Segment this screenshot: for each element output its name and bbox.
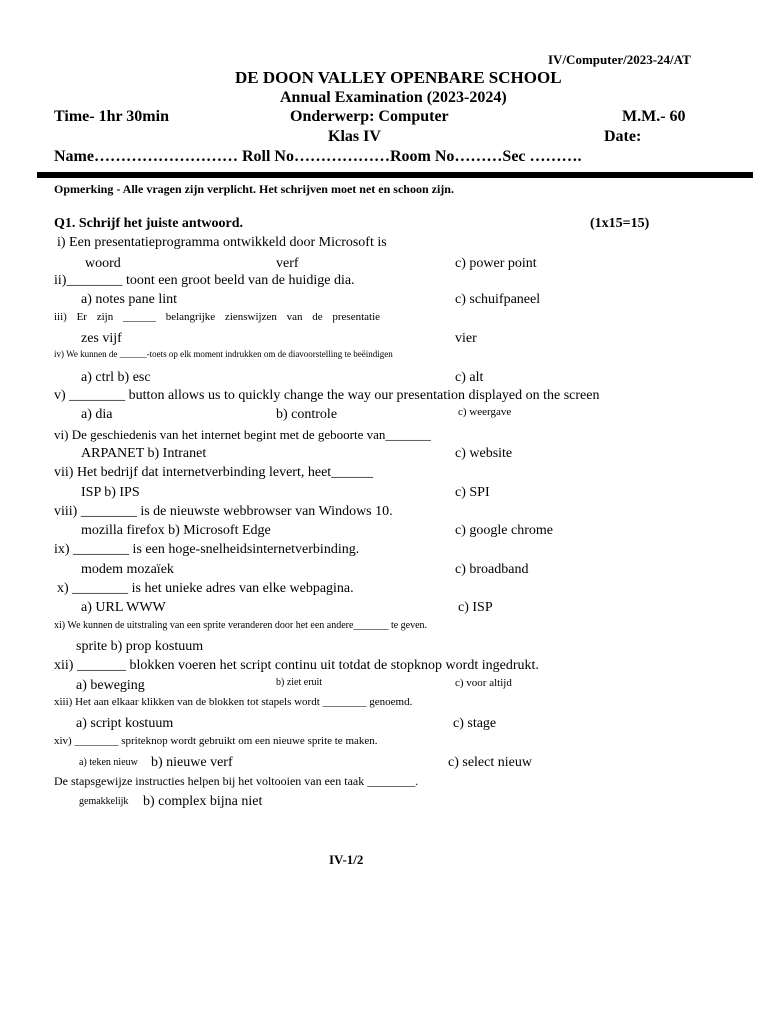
- question-2-option-c: c) schuifpaneel: [455, 292, 541, 307]
- school-name: DE DOON VALLEY OPENBARE SCHOOL: [235, 68, 562, 87]
- question-14-option-b: b) nieuwe verf: [151, 755, 233, 770]
- question-15-option-a: gemakkelijk: [79, 796, 129, 807]
- page-number: IV-1/2: [329, 852, 364, 867]
- question-8-option-c: c) google chrome: [455, 523, 553, 538]
- student-details-line: Name……………………… Roll No………………Room No………Sec ……….: [54, 148, 582, 165]
- date-label: Date:: [604, 128, 642, 145]
- question-12-option-c: c) voor altijd: [455, 677, 512, 689]
- exam-title: Annual Examination (2023-2024): [280, 89, 507, 106]
- question-12: xii) _______ blokken voeren het script continu uit totdat de stopknop wordt ingedrukt.: [54, 658, 539, 673]
- question-6-options-ab: ARPANET b) Intranet: [81, 446, 207, 461]
- question-5: v) ________ button allows us to quickly change the way our presentation displayed on the screen: [54, 388, 600, 403]
- question-4: iv) We kunnen de ______-toets op elk moment indrukken om de diavoorstelling te beëindigen: [54, 349, 393, 359]
- question-7: vii) Het bedrijf dat internetverbinding levert, heet______: [54, 465, 374, 480]
- question-1-option-c: c) power point: [455, 256, 537, 271]
- class-label: Klas IV: [328, 128, 381, 145]
- question-1-option-b: verf: [276, 256, 299, 271]
- question-8: viii) ________ is de nieuwste webbrowser van Windows 10.: [54, 504, 393, 519]
- max-marks: M.M.- 60: [622, 108, 686, 125]
- question-10-option-c: c) ISP: [458, 600, 493, 615]
- question-14-option-a: a) teken nieuw: [79, 757, 138, 768]
- question-15-option-b: b) complex bijna niet: [143, 794, 263, 809]
- question-15: De stapsgewijze instructies helpen bij het voltooien van een taak ________.: [54, 774, 419, 788]
- question-7-options-ab: ISP b) IPS: [81, 485, 140, 500]
- question-5-option-c: c) weergave: [458, 406, 512, 418]
- question-9-option-c: c) broadband: [455, 562, 529, 577]
- question-2-options-ab: a) notes pane lint: [81, 292, 178, 307]
- exam-time: Time- 1hr 30min: [54, 108, 169, 125]
- question-6-option-c: c) website: [455, 446, 513, 461]
- question-12-option-a: a) beweging: [76, 678, 145, 693]
- question-11: xi) We kunnen de uitstraling van een sprite veranderen door het een andere_______ te geven.: [54, 620, 428, 631]
- question-13: xiii) Het aan elkaar klikken van de blokken tot stapels wordt ________ genoemd.: [54, 696, 413, 708]
- question-4-options-ab: a) ctrl b) esc: [81, 370, 151, 385]
- question-14: xiv) ________ spriteknop wordt gebruikt om een nieuwe sprite te maken.: [54, 735, 378, 747]
- question-4-option-c: c) alt: [455, 370, 484, 385]
- question-13-option-c: c) stage: [453, 716, 497, 731]
- question-8-options-ab: mozilla firefox b) Microsoft Edge: [81, 523, 271, 538]
- question-5-option-a: a) dia: [81, 407, 113, 422]
- question-14-option-c: c) select nieuw: [448, 755, 532, 770]
- exam-subject: Onderwerp: Computer: [290, 108, 449, 125]
- question-13-options-ab: a) script kostuum: [76, 716, 174, 731]
- section-title: Q1. Schrijf het juiste antwoord.: [54, 216, 243, 231]
- paper-code: IV/Computer/2023-24/AT: [548, 52, 691, 67]
- question-7-option-c: c) SPI: [455, 485, 490, 500]
- question-11-options: sprite b) prop kostuum: [76, 639, 204, 654]
- header-divider: [37, 172, 753, 178]
- question-10-options-ab: a) URL WWW: [81, 600, 166, 615]
- question-5-option-b: b) controle: [276, 407, 338, 422]
- question-6: vi) De geschiedenis van het internet begint met de geboorte van_______: [54, 427, 431, 442]
- question-9: ix) ________ is een hoge-snelheidsinternetverbinding.: [54, 542, 360, 557]
- section-marks: (1x15=15): [590, 216, 650, 231]
- instructions-note: Opmerking - Alle vragen zijn verplicht. Het schrijven moet net en schoon zijn.: [54, 182, 454, 196]
- question-1-option-a: woord: [85, 256, 121, 271]
- question-9-options-ab: modem mozaïek: [81, 562, 174, 577]
- question-2: ii)________ toont een groot beeld van de huidige dia.: [54, 273, 355, 288]
- question-12-option-b: b) ziet eruit: [276, 677, 323, 688]
- question-1: i) Een presentatieprogramma ontwikkeld door Microsoft is: [57, 235, 387, 250]
- question-10: x) ________ is het unieke adres van elke webpagina.: [57, 581, 354, 596]
- question-3: iii) Er zijn ______ belangrijke zienswijzen van de presentatie: [54, 311, 381, 323]
- question-3-options-ab: zes vijf: [81, 331, 122, 346]
- question-3-option-c: vier: [455, 331, 477, 346]
